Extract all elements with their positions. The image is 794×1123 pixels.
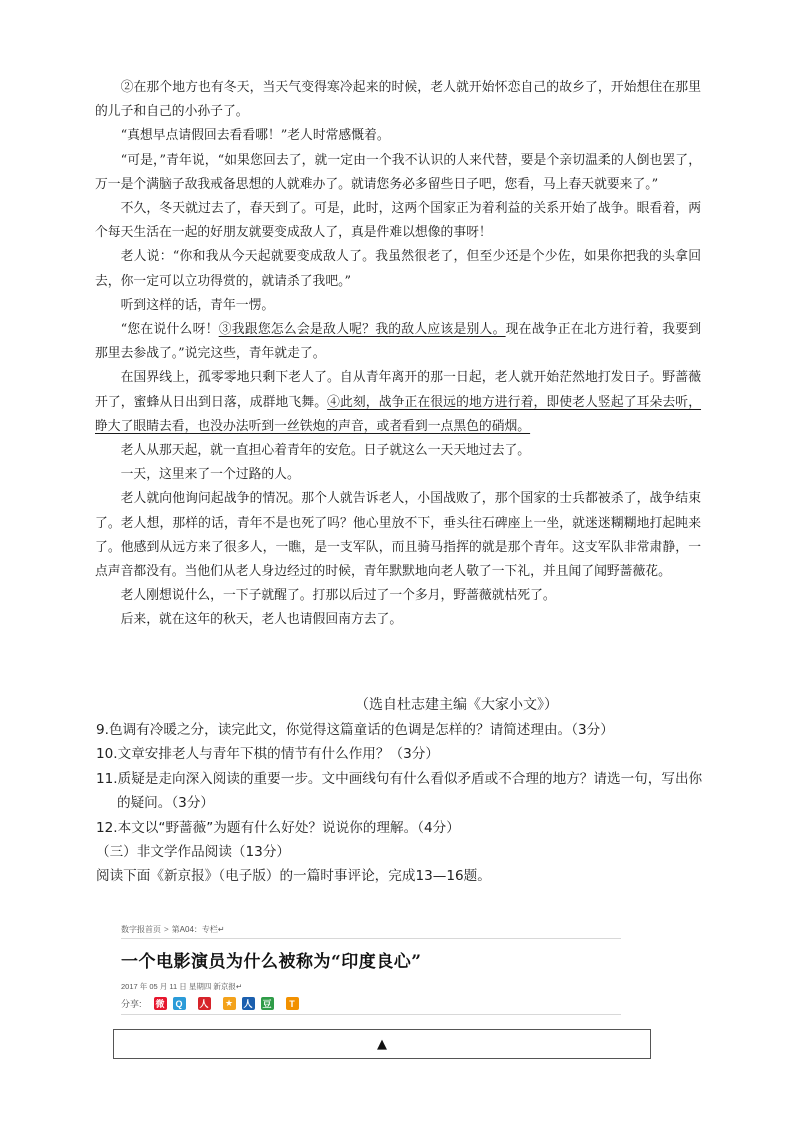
story-paragraph: 后来，就在这年的秋天，老人也请假回南方去了。 [120, 612, 403, 628]
story-paragraph [95, 366, 701, 439]
newspaper-screenshot [121, 924, 621, 1015]
story-paragraph: 老人就向他询问起战争的情况。那个人就告诉老人，小国战败了，那个国家的士兵都被杀了，战争结束了。老人想，那样的话，青年不是也死了吗？他心里放不下，垂头往石碑座上一坐，就迷迷糊糊地打起盹来了。他感到从远方来了很多人，一瞧，是一支军队，而且骑马指挥的就是那个青年。这支军队非常肃静，一点声音都没有。当他们从老人身边经过的时候，青年默默地向老人敬了一下礼，并且闻了闻野蔷薇花。 [95, 491, 701, 580]
underlined-sentence-3: ③我跟您怎么会是敌人呢？我的敌人应该是别人。 [218, 322, 506, 338]
question-12: 12.本文以“野蔷薇”为题有什么好处？说说你的理解。（4分） [96, 819, 460, 836]
story-paragraph: 老人刚想说什么，一下子就醒了。打那以后过了一个多月，野蔷薇就枯死了。 [120, 588, 556, 604]
douban-icon[interactable]: 豆 [262, 999, 272, 1009]
question-list [96, 718, 706, 889]
person-icon[interactable]: 人 [243, 999, 253, 1009]
story-paragraph: ②在那个地方也有冬天，当天气变得寒冷起来的时候，老人就开始怀恋自己的故乡了，开始想住在那里的儿子和自己的小孙子了。 [95, 80, 701, 120]
question-11: 11.质疑是走向深入阅读的重要一步。文中画线句有什么看似矛盾或不合理的地方？请选一句，写出你的疑问。（3分） [96, 770, 703, 812]
story-paragraph: 一天，这里来了一个过路的人。 [120, 467, 300, 483]
story-paragraph: 听到这样的话，青年一愣。 [120, 297, 275, 313]
story-text-run: 在国界线上，孤零零地只剩下老人了。自从青年离开的那一日起，老人就开始茫然地打发日子。野蔷薇开了，蜜蜂从日出到日落，成群地飞舞。 [95, 370, 701, 410]
question-10: 10.文章安排老人与青年下棋的情节有什么作用？（3分） [96, 746, 439, 763]
story-text-run: 现在战争正在北方进行着，我要到那里去参战了。”说完这些，青年就走了。 [95, 322, 702, 362]
qzone-icon[interactable]: Q [173, 997, 186, 1010]
question-9: 9.色调有冷暖之分，读完此文，你觉得这篇童话的色调是怎样的？请简述理由。（3分） [96, 722, 614, 738]
source-citation: （选自杜志建主编《大家小文》） [355, 697, 558, 713]
article-headline: 一个电影演员为什么被称为“印度良心” [121, 952, 422, 972]
reading-instruction: 阅读下面《新京报》（电子版）的一篇时事评论，完成13—16题。 [96, 868, 491, 885]
weibo-icon[interactable]: 微 [155, 999, 165, 1009]
article-dateline: 2017 年 05 月 11 日 星期四 新京报↵ [121, 982, 243, 991]
section-heading: （三）非文学作品阅读（13分） [96, 844, 291, 861]
breadcrumb-separator: > [164, 925, 169, 934]
share-label: 分享: [121, 999, 142, 1009]
breadcrumb-page-link[interactable]: 第A04：专栏↵ [171, 925, 225, 934]
triangle-up-icon: ▲ [377, 1036, 387, 1052]
collapse-toggle-button[interactable] [113, 1029, 651, 1059]
story-paragraph: “可是，”青年说，“如果您回去了，就一定由一个我不认识的人来代替，要是个亲切温柔的人倒也罢了，万一是个满脑子敌我戒备思想的人就难办了。就请您务必多留些日子吧，您看，马上春天就要来了。” [95, 152, 701, 192]
breadcrumb [121, 924, 621, 939]
story-text-run: “您在说什么呀！ [120, 322, 219, 338]
story-paragraph: 老人说：“你和我从今天起就要变成敌人了。我虽然很老了，但至少还是个少佐，如果你把我的头拿回去，你一定可以立功得赏的，就请杀了我吧。” [95, 249, 701, 289]
story-paragraph [95, 318, 701, 366]
breadcrumb-home-link[interactable]: 数字报首页 [121, 925, 161, 934]
story-text [95, 76, 701, 633]
story-paragraph: “真想早点请假回去看看哪！”老人时常感慨着。 [120, 128, 390, 144]
star-icon[interactable]: ★ [223, 997, 236, 1010]
renren-icon[interactable]: 人 [199, 999, 209, 1009]
underlined-sentence-4: ④此刻，战争正在很远的地方进行着，即使老人竖起了耳朵去听，睁大了眼睛去看，也没办法听到一丝铁炮的声音，或者看到一点黑色的硝烟。 [95, 394, 702, 434]
share-bar [121, 997, 621, 1015]
story-paragraph: 老人从那天起，就一直担心着青年的安危。日子就这么一天天地过去了。 [120, 443, 531, 459]
tencent-weibo-icon[interactable]: T [286, 997, 299, 1010]
story-paragraph: 不久，冬天就过去了，春天到了。可是，此时，这两个国家正为着利益的关系开始了战争。眼看着，两个每天生活在一起的好朋友就要变成敌人了，真是件难以想像的事呀！ [95, 201, 701, 241]
